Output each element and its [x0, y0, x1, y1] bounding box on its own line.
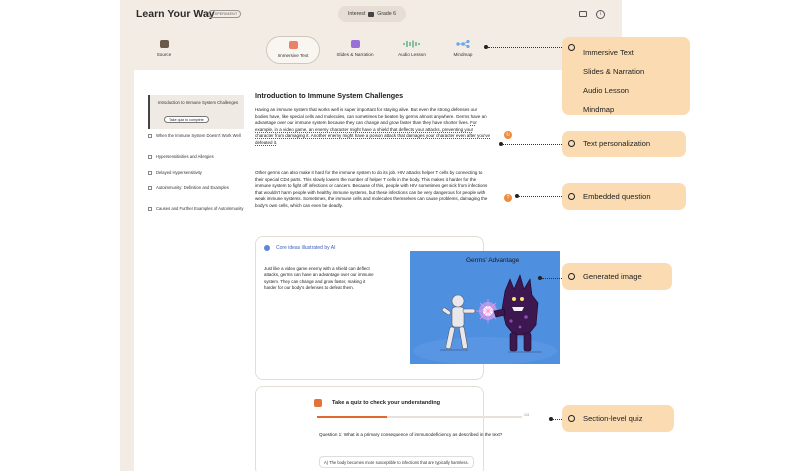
tab-label: Audio Lesson [398, 52, 426, 57]
sparkle-icon [264, 245, 270, 251]
quiz-question: Question 1: What is a primary consequence of immunodeficiency as described in the text? [319, 432, 503, 437]
toc-item-hypersensitivities[interactable] [148, 154, 244, 160]
callout-section-quiz [562, 405, 674, 432]
mindmap-icon [455, 40, 471, 48]
personalization-marker-icon[interactable]: ↻ [505, 132, 511, 138]
quiz-title: Take a quiz to check your understanding [332, 400, 441, 406]
immersive-text-icon [289, 41, 298, 49]
toc-label: Causes and Further Examples of Autoimmunity [156, 206, 244, 211]
toc-checkbox[interactable] [148, 186, 152, 190]
article-title: Introduction to Immune System Challenges [255, 91, 404, 100]
callout-format-label: Audio Lesson [583, 86, 630, 95]
interest-grade-selector[interactable] [338, 6, 406, 22]
callout-embedded-question [562, 183, 686, 210]
tab-audio-lesson[interactable] [390, 36, 434, 64]
callout-marker-icon [568, 415, 575, 422]
app-logo[interactable]: Learn Your Way [136, 8, 215, 20]
toc-checkbox[interactable] [148, 155, 152, 159]
embedded-question-marker-icon[interactable]: ? [504, 194, 512, 202]
format-list [583, 43, 644, 119]
content-area [134, 70, 622, 471]
book-icon [368, 12, 374, 17]
callout-text-personalization [562, 131, 686, 157]
toc-label: Autoimmunity: Definition and Examples [156, 185, 229, 190]
toc-label: Introduction to Immune System Challenges [158, 100, 239, 105]
tab-slides-narration[interactable] [330, 36, 380, 64]
core-ideas-text: Just like a video game enemy with a shield can deflect attacks, germs can have an advantage over our immune system. They can change and grow faster, making it harder for our body's defenses to defeat them. [264, 266, 374, 291]
toc-item-not-work-well[interactable] [148, 133, 244, 139]
callout-generated-image [562, 263, 672, 290]
callout-marker-icon [568, 273, 575, 280]
quiz-card [255, 386, 529, 471]
toc-checkbox[interactable] [148, 134, 152, 138]
callout-label: Text personalization [583, 139, 651, 148]
experiment-badge: EXPERIMENT [208, 10, 241, 18]
callout-label: Embedded question [583, 192, 651, 201]
image-title: Germs' Advantage [466, 257, 520, 264]
tab-immersive-text[interactable] [266, 36, 320, 64]
tab-label: Source [156, 52, 172, 57]
callout-format-label: Mindmap [583, 105, 615, 114]
quiz-progress-fill [317, 416, 387, 418]
toc-item-intro[interactable] [148, 100, 244, 106]
callout-marker-icon [568, 140, 575, 147]
article-paragraph-2: Other germs can also make it hard for the immune system to do its job. HIV attacks helper T cells by connecting to their special CD4 parts. This slowly lowers the number of helper T cells in the body. This makes it harder for the immune system to fight off infections or cancers. Because of this, people with HIV sometimes get sick from infections that wouldn't harm people with healthy immune systems, but these infections can be very dangerous for people with weak immune systems. Sometimes, the immune cells and molecules themselves can cause problems, damaging the body's own cells, which can even be deadly. [255, 170, 488, 208]
interest-label: Interest [347, 11, 366, 17]
tab-source[interactable] [150, 36, 178, 64]
article-paragraph-1 [255, 107, 491, 146]
info-icon[interactable]: i [596, 10, 605, 19]
callout-marker-icon [568, 44, 575, 51]
connector-line [519, 196, 568, 197]
callout-marker-icon [568, 193, 575, 200]
top-bar [120, 0, 622, 30]
callout-label: Section-level quiz [583, 414, 643, 423]
callout-label: Generated image [583, 272, 642, 281]
toc-checkbox[interactable] [148, 171, 152, 175]
source-icon [160, 40, 169, 48]
core-ideas-label: Core ideas illustrated by AI [276, 245, 336, 251]
callout-format-label: Immersive Text [583, 48, 634, 57]
learn-your-way-app [120, 0, 622, 471]
callout-format-label: Slides & Narration [583, 67, 645, 76]
connector-line [503, 144, 568, 145]
toc-label: Hypersensitivities and Allergies [156, 154, 214, 159]
tab-label: Slides & Narration [336, 52, 374, 57]
core-ideas-card [255, 236, 520, 380]
tab-mindmap[interactable] [446, 36, 480, 64]
mail-icon[interactable] [579, 11, 587, 17]
quiz-progress-count: 1/3 [524, 413, 529, 417]
paragraph-text: Having an immune system that works well is super important for staying alive. But even the strong defenses our bodies have, like special cells and molecules, can sometimes be beaten by germs almost anywhere. Germs have an advantage over our immune system because they can change and grow faster than they have shorter lives. [255, 107, 487, 125]
callout-formats [562, 37, 690, 115]
slides-icon [351, 40, 360, 48]
toc-label: Delayed Hypersensitivity [156, 170, 202, 175]
tab-label: Immersive Text [277, 53, 309, 58]
connector-line [488, 47, 568, 48]
toc-label: When the Immune System Doesn't Work Well [156, 133, 241, 138]
toc-checkbox[interactable] [148, 207, 152, 211]
toc-item-causes[interactable] [148, 206, 244, 212]
grade-label: Grade 6 [377, 11, 397, 17]
format-bar [120, 30, 622, 70]
toc-item-delayed[interactable] [148, 170, 244, 176]
personalized-text[interactable]: For example, in a video game, an enemy character might have a shield that deflects your attacks, preventing your character from damaging it. Another enemy might have a poison attack that damages your character even after you've defeated it. [255, 120, 490, 145]
tab-label: Mindmap [453, 52, 473, 57]
toc-item-autoimmunity[interactable] [148, 185, 244, 191]
quiz-icon [314, 399, 322, 407]
generated-image[interactable] [410, 251, 560, 364]
audio-wave-icon [402, 40, 422, 48]
quiz-progress-bar [317, 416, 522, 418]
quiz-answer-option[interactable]: A) The body becomes more susceptible to infections that are typically harmless. [319, 456, 474, 468]
take-quiz-chip[interactable]: Take quiz to complete [164, 116, 209, 123]
